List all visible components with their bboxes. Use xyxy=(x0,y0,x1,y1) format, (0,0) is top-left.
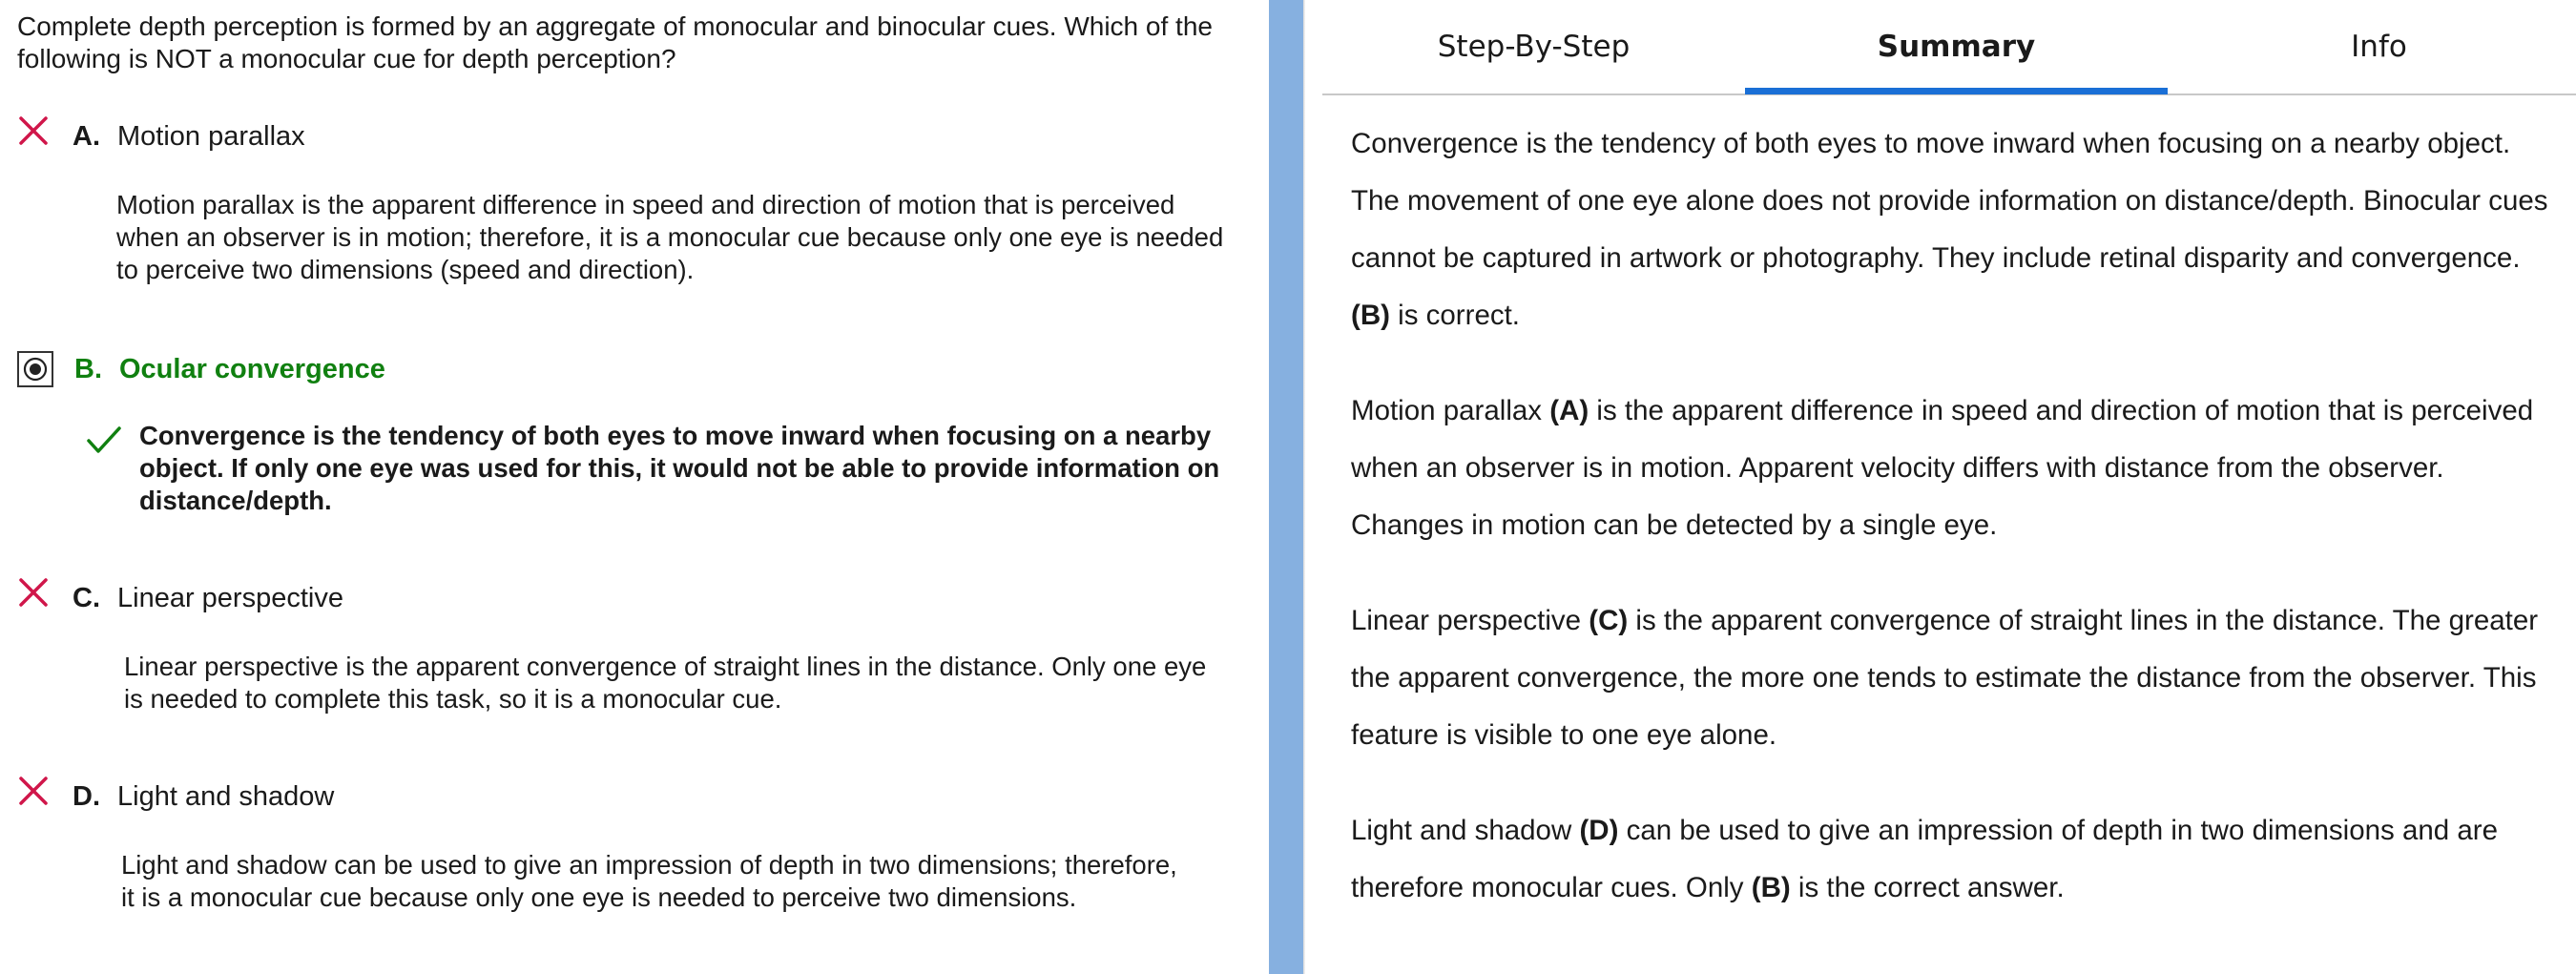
answer-ref: (C) xyxy=(1589,605,1629,636)
option-letter: D. xyxy=(73,781,100,812)
option-b-heading xyxy=(74,353,385,385)
text-span: is the apparent difference in speed and direction of motion that is perceived when an observer is in motion. Apparent velocity differs with distance from the observer. Changes in motion can be detected by a single eye. xyxy=(1351,395,2534,541)
summary-paragraph-3 xyxy=(1351,592,2563,764)
explanation-panel xyxy=(1305,0,2576,974)
option-label: Light and shadow xyxy=(117,781,335,812)
tab-info[interactable]: Info xyxy=(2351,30,2407,64)
option-label: Linear perspective xyxy=(117,583,343,613)
option-c-heading xyxy=(73,582,343,614)
option-a-heading xyxy=(73,120,305,153)
active-tab-indicator xyxy=(1745,88,2168,94)
text-span: is the correct answer. xyxy=(1790,872,2065,903)
option-d-heading xyxy=(73,780,334,813)
summary-paragraph-1 xyxy=(1351,115,2563,344)
question-text: Complete depth perception is formed by an aggregate of monocular and binocular cues. Which of the following is NOT a monocular cue for depth perception? xyxy=(17,11,1213,73)
answer-ref: (B) xyxy=(1351,300,1390,331)
tab-summary[interactable]: Summary xyxy=(1877,30,2036,64)
question-panel xyxy=(0,0,1269,974)
incorrect-x-icon xyxy=(17,775,50,807)
incorrect-x-icon xyxy=(17,114,50,147)
option-label: Ocular convergence xyxy=(119,354,385,384)
answer-ref: (B) xyxy=(1751,872,1791,903)
checkmark-icon xyxy=(86,424,122,456)
text-span: Light and shadow xyxy=(1351,815,1580,846)
answer-ref: (D) xyxy=(1579,815,1619,846)
text-span: Convergence is the tendency of both eyes to move inward when focusing on a nearby object. The movement of one eye alone does not provide information on distance/depth. Binocular cues cannot be captured in artwork or photography. They include retinal disparity and convergence. xyxy=(1351,128,2548,274)
radio-selected-icon[interactable] xyxy=(17,351,53,387)
text-span: is correct. xyxy=(1389,300,1521,331)
summary-content xyxy=(1351,115,2563,955)
text-span: is the apparent convergence of straight lines in the distance. The greater the apparent convergence, the more one tends to estimate the distance from the observer. This feature is visible to one eye alone. xyxy=(1351,605,2539,751)
option-c-explanation: Linear perspective is the apparent convergence of straight lines in the distance. Only one eye is needed to complete this task, so it is a monocular cue. xyxy=(124,652,1207,714)
option-d-explanation: Light and shadow can be used to give an impression of depth in two dimensions; therefore, it is a monocular cue because only one eye is needed to perceive two dimensions. xyxy=(121,850,1177,912)
option-letter: B. xyxy=(74,354,102,384)
option-a-explanation: Motion parallax is the apparent difference in speed and direction of motion that is perceived when an observer is in motion; therefore, it is a monocular cue because only one eye is needed to perceive two dimensions (speed and direction). xyxy=(116,190,1224,284)
tab-step-by-step[interactable]: Step-By-Step xyxy=(1437,30,1631,64)
option-letter: A. xyxy=(73,121,100,152)
option-letter: C. xyxy=(73,583,100,613)
summary-paragraph-4 xyxy=(1351,802,2563,917)
summary-paragraph-2 xyxy=(1351,383,2563,554)
explanation-tabs xyxy=(1322,0,2576,95)
panel-divider[interactable] xyxy=(1269,0,1303,974)
option-b-explanation: Convergence is the tendency of both eyes to move inward when focusing on a nearby object. If only one eye was used for this, it would not be able to provide information on distance/depth. xyxy=(139,421,1220,515)
answer-ref: (A) xyxy=(1549,395,1589,426)
text-span: Linear perspective xyxy=(1351,605,1589,636)
option-label: Motion parallax xyxy=(117,121,305,152)
text-span: Motion parallax xyxy=(1351,395,1550,426)
text-span: can be used to give an impression of depth in two dimensions and are therefore monocular cues. Only xyxy=(1351,815,2499,903)
incorrect-x-icon xyxy=(17,576,50,609)
